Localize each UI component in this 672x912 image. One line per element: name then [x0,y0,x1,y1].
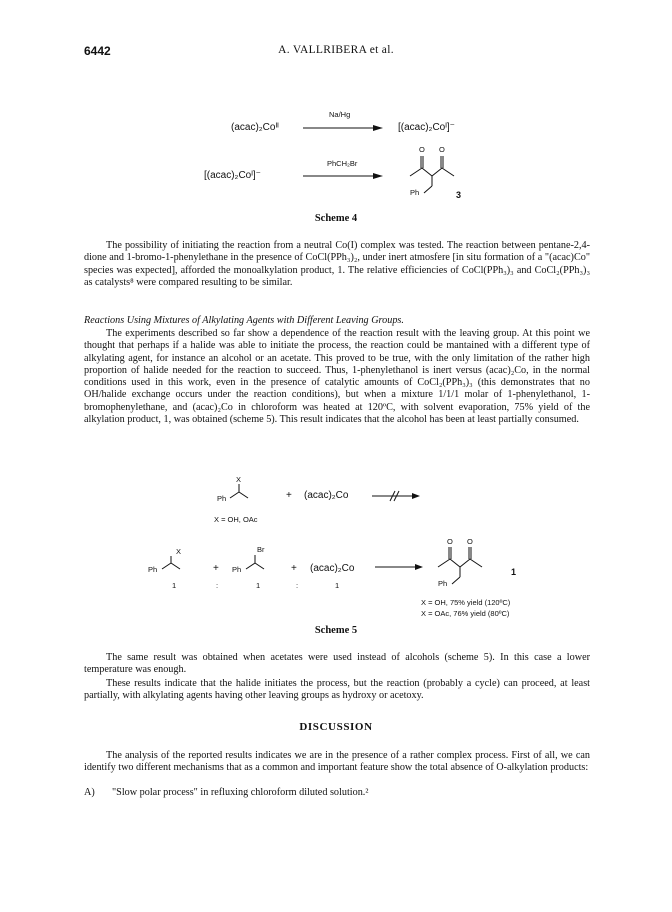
list-item-a-label: A) [84,787,95,798]
scheme5-product-ph: Ph [438,579,448,588]
scheme4-product1: [(acac)₂Coᴵ]⁻ [398,122,455,133]
scheme5-arrow [375,562,425,572]
scheme4-o2: O [439,145,445,154]
scheme5-product-label: 1 [511,567,517,577]
scheme4-reactant2: [(acac)₂Coᴵ]⁻ [204,170,261,181]
scheme5-plus2: + [291,563,297,574]
running-head: A. VALLRIBERA et al. [278,44,394,56]
scheme5-x-top: X [236,475,242,484]
scheme5-o2: O [467,537,473,546]
scheme5-x-bottom: X [176,547,182,556]
scheme5-alcohol-structure [230,484,260,504]
scheme5-ratio1: 1 [172,581,177,590]
scheme5-caption: Scheme 5 [314,625,358,636]
scheme5-plus-top: + [286,490,292,501]
scheme4-caption: Scheme 4 [314,213,358,224]
paragraph-1 [84,240,590,289]
scheme4-arrow1 [303,124,383,134]
scheme5-plus1: + [213,563,219,574]
scheme4-reactant1: (acac)₂Coᴵᴵ [231,122,279,133]
scheme5-substrate2-structure [246,555,276,575]
paragraph-3 [84,652,590,677]
paragraph-2-text: The experiments described so far show a dependence of the reaction result with the leaving group. At this point we thought that perhaps if a halide was able to initiate the process, the reaction could be mantained with a different type of alkylating agent, for instance an alcohol or an acetate. This proved to be true, with the only limitation of the rather high proportion of halide needed for the reaction to succeed. Thus, 1-phenylethanol is inert versus (acac)₂Co, in the normal conditions used in this work, even in the presence of catalytic amounts of CoCl₂(PPh₃)₃ (this demonstrates that no OH/halide exchange occurs under the reaction conditions), but when a mixture 1/1/1 molar of 1-phenylethanol, 1-bromophenylethane, and (acac)₂Co in chloroform was heated at 120ºC, with solvent evaporation, 75% yield of the alkylation product, 1, was obtained (scheme 5). This result indicates that the alcohol has been at least partially consumed. [84,328,590,426]
paragraph-5-text: The analysis of the reported results indicates we are in the presence of a rather complex process. First of all, we can identify two different mechanisms that as a common and important feature show the total absence of O-alkylation products: [84,750,590,774]
paragraph-3-text: The same result was obtained when acetates were used instead of alcohols (scheme 5). In this case a lower temperature was enough. [84,652,590,676]
scheme4-product-label: 3 [456,190,462,200]
paragraph-4-text: These results indicate that the halide initiates the process, but the reaction (probably a cycle) can proceed, at least partially, with alkylating agents having other leaving groups as hydroxy or acetoxy. [84,678,590,702]
scheme5-ph-bottom2: Ph [232,565,242,574]
scheme4-ph: Ph [410,188,420,197]
scheme5-colon1: : [216,581,219,590]
page-number: 6442 [84,44,111,58]
section-heading: Reactions Using Mixtures of Alkylating Agents with Different Leaving Groups. [84,315,404,326]
scheme5-o1: O [447,537,453,546]
scheme4-product-structure [410,146,480,201]
scheme4-arrow2 [303,172,383,182]
paragraph-1-text: The possibility of initiating the reaction from a neutral Co(I) complex was tested. The reaction between pentane-2,4-dione and 1-bromo-1-phenylethane in the presence of CoCl(PPh₃)₂, under inert atmosfere [in situ formation of a "(acac)Co" species was expected], afforded the monoalkylation product, 1. The relative efficiencies of CoCl(PPh₃)₃ and CoCl₂(PPh₃)₃ as catalysts⁸ were compared resulting to be similar. [84,240,590,288]
scheme5-ph-top: Ph [217,494,227,503]
scheme5-no-reaction-arrow [372,490,422,502]
scheme5-br: Br [257,545,265,554]
scheme5-yield-oh: X = OH, 75% yield (120ºC) [421,598,511,607]
scheme4-reagent2: PhCH₂Br [327,159,358,168]
paragraph-5 [84,750,590,775]
list-item-a-text: "Slow polar process" in refluxing chloroform diluted solution.² [112,787,369,798]
scheme5-acac2co-bottom: (acac)₂Co [310,563,355,574]
scheme4-o1: O [419,145,425,154]
scheme5-ratio3: 1 [335,581,340,590]
scheme5-ratio2: 1 [256,581,261,590]
scheme5-substrate1-structure [162,556,192,576]
scheme5-colon2: : [296,581,299,590]
paragraph-4 [84,678,590,703]
discussion-heading: DISCUSSION [299,721,373,733]
scheme5-yield-oac: X = OAc, 76% yield (80ºC) [421,609,510,618]
scheme5-x-definition: X = OH, OAc [214,515,258,524]
scheme5-ph-bottom1: Ph [148,565,158,574]
scheme4-reagent1: Na/Hg [329,110,351,119]
list-item-a [84,787,590,799]
paragraph-2 [84,328,590,426]
page-header [84,44,588,60]
scheme5-acac2co-top: (acac)₂Co [304,490,349,501]
